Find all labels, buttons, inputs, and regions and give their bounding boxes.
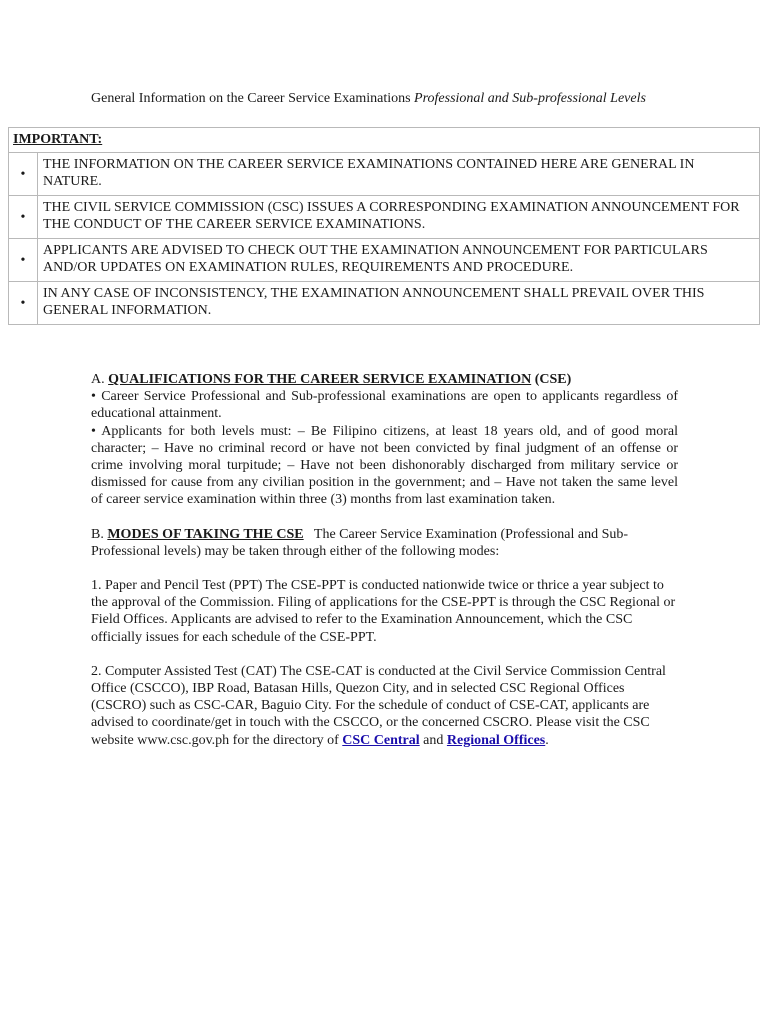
cat-paragraph [91,663,678,749]
notice-text: THE CIVIL SERVICE COMMISSION (CSC) ISSUES A CORRESPONDING EXAMINATION ANNOUNCEMENT FOR THE CONDUCT OF THE CAREER SERVICE EXAMINATIONS. [38,196,760,239]
section-b-title: MODES OF TAKING THE CSE [107,526,304,542]
notice-row [9,153,760,196]
section-a-heading [91,371,678,388]
bullet: • [9,196,38,239]
heading-italic: Professional and Sub-professional Levels [414,91,646,106]
bullet: • [9,153,38,196]
section-a-title: QUALIFICATIONS FOR THE CAREER SERVICE EXAMINATION [108,372,532,387]
notice-text: THE INFORMATION ON THE CAREER SERVICE EXAMINATIONS CONTAINED HERE ARE GENERAL IN NATURE. [38,153,760,196]
notice-text: APPLICANTS ARE ADVISED TO CHECK OUT THE EXAMINATION ANNOUNCEMENT FOR PARTICULARS AND/OR UPDATES ON EXAMINATION RULES, REQUIREMENTS AND PROCEDURE. [38,239,760,282]
csc-central-link[interactable]: CSC Central [342,732,420,748]
heading-text: General Information on the Career Service Examinations [91,91,415,106]
section-a-paragraph-2: • Applicants for both levels must: – Be Filipino citizens, at least 18 years old, and of good moral character; – Have no criminal record or have not been convicted by final judgment of an offense or crime involving moral turpitude; – Have not been dishonorably discharged from military service or dismissed for cause from any civilian position in the government; and – Have not taken the same level of career service examination within three (3) months from last examination taken. [91,423,678,508]
section-b-prefix: B. [91,526,108,542]
period-text: . [545,732,549,748]
notice-row [9,239,760,282]
and-text: and [419,732,447,748]
document-heading [91,90,671,107]
regional-offices-link[interactable]: Regional Offices [446,732,546,748]
section-b-heading [91,526,678,560]
section-a-paragraph-1: • Career Service Professional and Sub-professional examinations are open to applicants regardless of educational attainment. [91,389,678,422]
ppt-paragraph: 1. Paper and Pencil Test (PPT) The CSE-PPT is conducted nationwide twice or thrice a year subject to the approval of the Commission. Filing of applications for the CSE-PPT is through the CSC Regional or Field Offices. Applicants are advised to refer to the Examination Announcement, which the CSC officially issues for each schedule of the CSE-PPT. [91,578,676,645]
notice-row [9,196,760,239]
cat-text: 2. Computer Assisted Test (CAT) The CSE-CAT is conducted at the Civil Service Commission Central Office (CSCCO), IBP Road, Batasan Hills, Quezon City, and in selected CSC Regional Offices (CSCRO) such as CSC-CAR, Baguio City. For the schedule of conduct of CSE-CAT, applicants are advised to coordinate/get in touch with the CSCCO, or the concerned CSCRO. Please visit the CSC website www.csc.gov.ph for the directory of [91,663,666,748]
document-body [91,371,678,749]
important-title: IMPORTANT: [9,128,760,153]
notice-row [9,282,760,325]
section-a-suffix: (CSE) [531,372,572,387]
notice-text: IN ANY CASE OF INCONSISTENCY, THE EXAMINATION ANNOUNCEMENT SHALL PREVAIL OVER THIS GENERAL INFORMATION. [38,282,760,325]
bullet: • [9,282,38,325]
important-notice-table [8,127,760,325]
bullet: • [9,239,38,282]
section-b-intro: The Career Service Examination (Professional and Sub-Professional levels) may be taken through either of the following modes: [91,526,629,559]
section-a-prefix: A. [91,372,109,387]
